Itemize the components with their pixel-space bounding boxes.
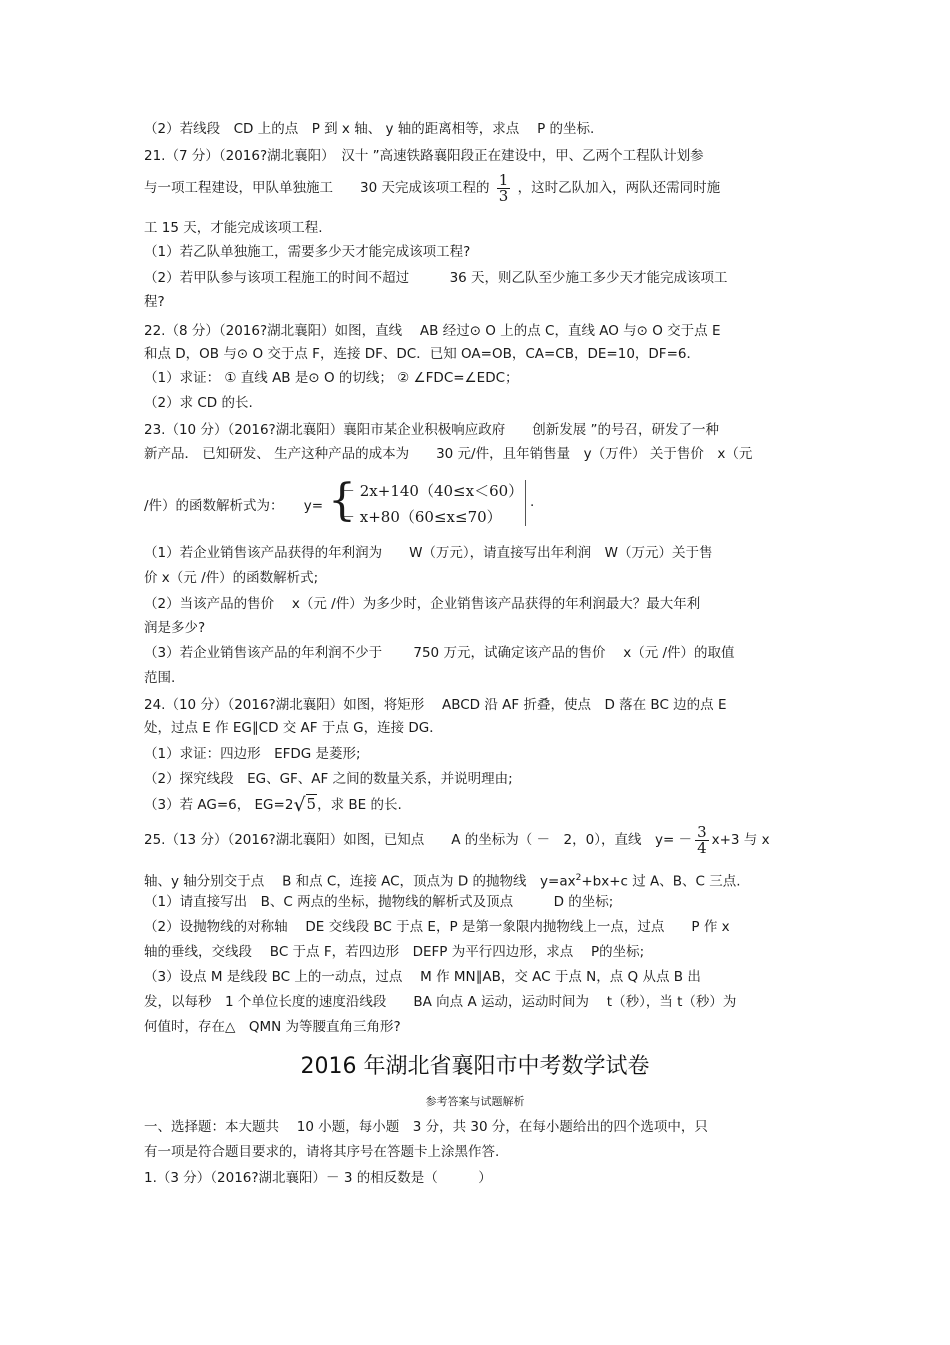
text-line: （1）若企业销售该产品获得的年利润为 W（万元），请直接写出年利润 W（万元）关于售 [144,545,713,561]
text-line: （2）若线段 CD 上的点 P 到 x 轴、 y 轴的距离相等，求点 P 的坐标. [144,121,595,137]
text-segment: 轴、y 轴分别交于点 B 和点 C，连接 AC，顶点为 D 的抛物线 y=ax [144,873,576,890]
text-line [144,868,741,892]
text-line: （2）当该产品的售价 x（元 /件）为多少时，企业销售该产品获得的年利润最大？最大年利 [144,596,701,612]
question-23-header: 23.（10 分）（2016?湖北襄阳）襄阳市某企业积极响应政府 创新发展 ”的号召，研发了一种 [144,422,719,438]
text-line: （3）设点 M 是线段 BC 上的一动点，过点 M 作 MN∥AB，交 AC 于点 N，点 Q 从点 B 出 [144,969,701,985]
question-21-header: 21.（7 分）（2016?湖北襄阳） 汉十 ”高速铁路襄阳段正在建设中，甲、乙两个工程队计划参 [144,148,704,164]
fraction-one-third [497,170,511,205]
text-line: （1）求证： ① 直线 AB 是⊙ O 的切线； ② ∠FDC=∠EDC； [144,370,519,386]
text-line: （1）请直接写出 B、C 两点的坐标，抛物线的解析式及顶点 D 的坐标; [144,894,614,910]
text-line: （3）若企业销售该产品的年利润不少于 750 万元，试确定该产品的售价 x（元 /件）的取值 [144,645,735,661]
text-line: （2）探究线段 EG、GF、AF 之间的数量关系，并说明理由; [144,771,513,787]
text-segment: 与一项工程建设，甲队单独施工 30 天完成该项工程的 [144,180,490,196]
text-segment: ，求 BE 的长. [317,797,402,813]
text-line [144,170,720,206]
text-line: （1）若乙队单独施工，需要多少天才能完成该项工程? [144,244,471,260]
text-line: 价 x（元 /件）的函数解析式; [144,570,319,586]
fraction-denominator: 4 [697,838,707,857]
text-line: 何值时，存在△ QMN 为等腰直角三角形? [144,1019,401,1035]
piecewise-label: /件）的函数解析式为： y= [144,498,324,514]
text-line [144,794,402,815]
page-title: 2016 年湖北省襄阳市中考数学试卷 [300,1054,650,1079]
text-line: （2）设抛物线的对称轴 DE 交线段 BC 于点 E，P 是第一象限内抛物线上一点，过点 P 作 x [144,919,730,935]
question-22-header: 22.（8 分）（2016?湖北襄阳）如图，直线 AB 经过⊙ O 上的点 C，直线 AO 与⊙ O 交于点 E [144,323,721,339]
text-line: 处，过点 E 作 EG∥CD 交 AF 于点 G，连接 DG． [144,720,443,736]
fraction-numerator: 3 [697,822,707,841]
text-line: 有一项是符合题目要求的，请将其序号在答题卡上涂黑作答. [144,1144,500,1160]
text-line: 发，以每秒 1 个单位长度的速度沿线段 BA 向点 A 运动，运动时间为 t（秒），当 t（秒）为 [144,994,737,1010]
exponent: 2 [575,873,582,883]
piecewise-case-1: － 2x+140（40≤x＜60） [340,482,524,500]
fraction-numerator: 1 [498,170,509,189]
text-line: 轴的垂线，交线段 BC 于点 F，若四边形 DEFP 为平行四边形，求点 P的坐标; [144,944,645,960]
text-line: （2）若甲队参与该项工程施工的时间不超过 36 天，则乙队至少施工多少天才能完成该项工 [144,270,728,286]
text-segment: +bx+c 过 A、B、C 三点. [581,873,741,890]
left-brace: { [328,475,356,526]
text-segment: ，这时乙队加入，两队还需同时施 [517,180,721,196]
section-heading: 一、选择题：本大题共 10 小题，每小题 3 分，共 30 分，在每小题给出的四个选项中，只 [144,1119,708,1135]
text-line: 范围. [144,670,176,686]
text-line: 程? [144,294,165,310]
text-line: （2）求 CD 的长. [144,395,253,411]
question-25-header [144,822,770,858]
text-segment: x+3 与 x [711,832,770,848]
text-line: 润是多少? [144,620,206,636]
question-24-header: 24.（10 分）（2016?湖北襄阳）如图，将矩形 ABCD 沿 AF 折叠，使点 D 落在 BC 边的点 E [144,697,727,713]
radicand: 5 [306,795,317,813]
formula-image-border [525,480,526,526]
piecewise-case-2: － x+80（60≤x≤70） [340,508,502,526]
fraction-denominator: 3 [498,186,509,205]
text-segment: 25.（13 分）（2016?湖北襄阳）如图，已知点 A 的坐标为（ － 2，0），直线 y= － [144,832,693,848]
piecewise-period: . [530,494,535,510]
radical-sign: √ [293,794,306,816]
square-root-5 [293,794,317,816]
text-line: 和点 D，OB 与⊙ O 交于点 F，连接 DF、DC．已知 OA=OB，CA=CB，DE=10，DF=6． [144,346,700,362]
text-segment: （3）若 AG=6， EG=2 [144,797,294,813]
text-line: 工 15 天，才能完成该项工程. [144,220,323,236]
text-line: 新产品． 已知研发、 生产这种产品的成本为 30 元/件，且年销售量 y（万件） 关于售价 x（元 [144,446,753,462]
question-1-header: 1.（3 分）（2016?湖北襄阳）－ 3 的相反数是（ ） [144,1170,492,1186]
fraction-three-quarters [695,822,709,857]
page-subtitle: 参考答案与试题解析 [425,1095,525,1108]
text-line: （1）求证：四边形 EFDG 是菱形; [144,746,361,762]
